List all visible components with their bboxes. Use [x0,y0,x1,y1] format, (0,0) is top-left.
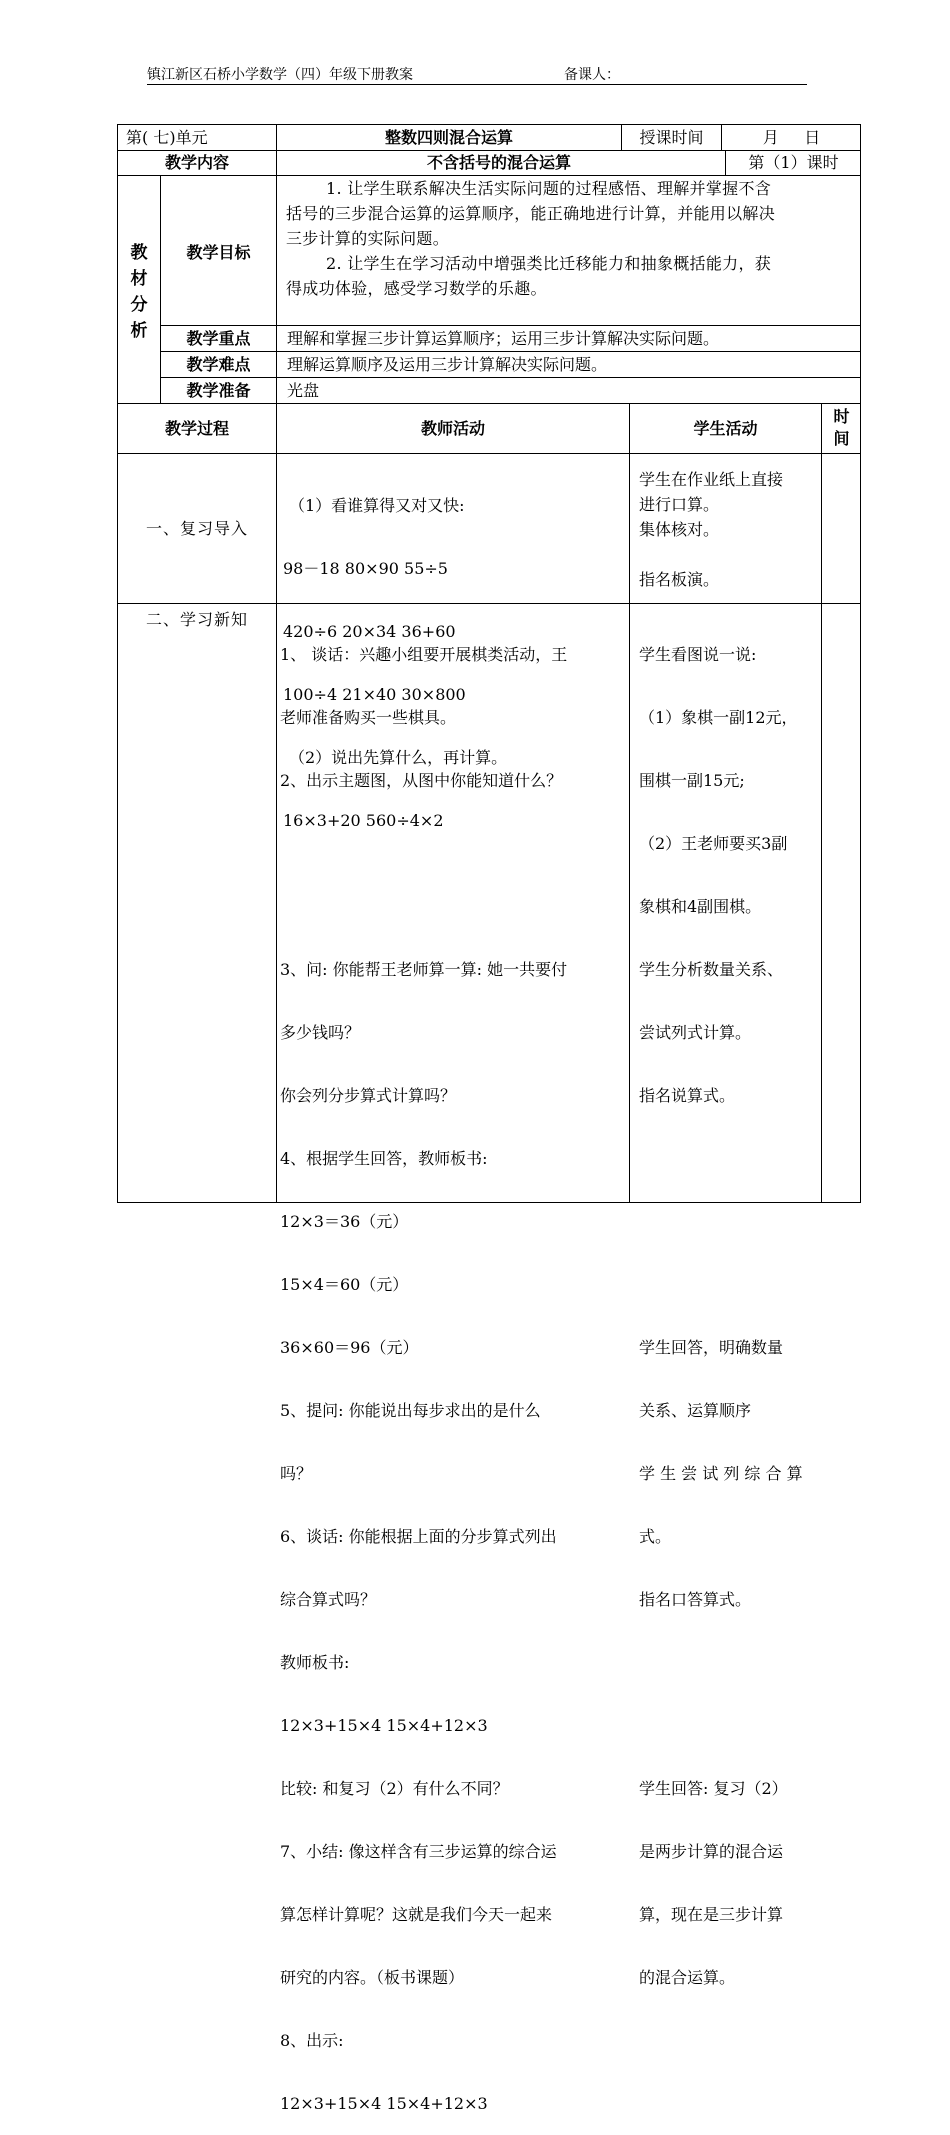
topic-title: 整数四则混合运算 [384,128,513,147]
page-header [147,62,807,85]
side-char: 分 [130,295,148,315]
teacher-line: 综合算式吗？ [280,1590,377,1609]
section1-label: 一、复习导入 [145,519,248,538]
student-line: 学生在作业纸上直接 [639,470,784,489]
school-title: 镇江新区石桥小学数学（四）年级下册教案 [147,67,413,83]
student-line: 关系、运算顺序 [639,1401,752,1420]
teacher-line: 98－18 80×90 55÷5 [283,559,448,578]
process-header: 教学过程 [164,419,229,438]
teacher-line: 比较: 和复习（2）有什么不同？ [280,1779,509,1798]
teacher-line: 研究的内容。（板书课题） [280,1968,465,1987]
preparer-label: 备课人： [564,67,620,83]
teacher-line: 420÷6 20×34 36+60 [283,622,456,641]
teacher-line: 8、出示: [280,2031,344,2050]
unit-cell [118,125,276,150]
student-line: 象棋和4副围棋。 [639,897,762,916]
goals-label: 教学目标 [186,243,251,262]
side-char: 材 [130,269,148,289]
time-char: 时 [833,407,850,426]
difficult-value: 理解运算顺序及运用三步计算解决实际问题。 [287,355,608,374]
student-line: 学 生 尝 试 列 综 合 算 [639,1464,803,1483]
teacher-line: 15×4＝60（元） [280,1275,409,1294]
student-line: 学生看图说一说: [639,645,757,664]
section2-teacher [280,604,628,2135]
key-value: 理解和掌握三步计算运算顺序；运用三步计算解决实际问题。 [287,329,720,348]
student-line: 集体核对。 [639,520,720,539]
teacher-line: 老师准备购买一些棋具。 [280,708,457,727]
teacher-line: 你会列分步算式计算吗？ [280,1086,457,1105]
section2-student [639,604,819,2009]
teacher-line: 教师板书: [280,1653,350,1672]
difficult-label: 教学难点 [186,355,251,374]
goal-line: 三步计算的实际问题。 [286,229,450,248]
content-value: 不含括号的混合运算 [426,153,571,172]
student-line: （2）王老师要买3副 [639,834,788,853]
divider [276,403,277,1203]
goal-line: 1. 让学生联系解决生活实际问题的过程感悟、理解并掌握不含 [326,179,772,198]
student-header: 学生活动 [693,419,758,438]
prep-value: 光盘 [287,381,320,400]
divider [629,403,630,1203]
date-value: 月 日 [762,128,821,147]
teacher-line: 7、小结: 像这样含有三步运算的综合运 [280,1842,557,1861]
student-line: 围棋一副15元; [639,771,745,790]
teacher-line: 吗？ [280,1464,313,1483]
teacher-line: 12×3+15×4 15×4+12×3 [280,1716,488,1735]
goal-line: 得成功体验，感受学习数学的乐趣。 [286,279,547,298]
teacher-line: 1、 谈话：兴趣小组要开展棋类活动，王 [280,645,568,664]
teacher-line: 16×3+20 560÷4×2 [283,811,444,830]
student-line: 进行口算。 [639,495,720,514]
student-line: 学生分析数量关系、 [639,960,784,979]
teacher-line: 12×3＝36（元） [280,1212,409,1231]
goal-line: 2. 让学生在学习活动中增强类比迁移能力和抽象概括能力，获 [326,254,772,273]
side-char: 析 [130,321,148,341]
divider [821,403,822,1203]
time-label: 授课时间 [639,128,704,147]
prep-label: 教学准备 [186,381,251,400]
student-line [639,542,819,567]
teacher-line: 2、出示主题图，从图中你能知道什么？ [280,771,563,790]
teacher-line: 36×60＝96（元） [280,1338,419,1357]
student-line: 指名口答算式。 [639,1590,752,1609]
student-line: 学生回答，明确数量 [639,1338,784,1357]
student-line: （1）象棋一副12元， [639,708,798,727]
student-line [639,1650,819,1675]
unit-label: 第( 七)单元 [126,128,208,147]
teacher-line [280,831,628,856]
content-label: 教学内容 [164,153,229,172]
student-line [639,1146,819,1171]
section1-student [639,467,819,592]
goals-text [286,176,856,301]
section2-label: 二、学习新知 [145,610,248,629]
lesson-count: 第（1）课时 [748,153,839,172]
student-line: 学生回答: 复习（2） [639,1779,788,1798]
teacher-line: 4、根据学生回答，教师板书: [280,1149,488,1168]
student-line: 算，现在是三步计算 [639,1905,784,1924]
student-line [639,1272,819,1297]
side-char: 教 [130,243,148,263]
student-line [639,1713,819,1738]
divider [117,453,861,454]
teacher-line [280,894,628,919]
time-char: 间 [833,429,850,448]
teacher-line: （1）看谁算得又对又快: [289,496,465,515]
teacher-line: （2）说出先算什么，再计算。 [289,748,508,767]
student-line: 式。 [639,1527,672,1546]
student-line: 指名板演。 [639,570,720,589]
student-line [639,1209,819,1234]
teacher-line: 算怎样计算呢？这就是我们今天一起来 [280,1905,553,1924]
teacher-line: 100÷4 21×40 30×800 [283,685,466,704]
time-header [822,406,861,450]
goal-line: 括号的三步混合运算的运算顺序，能正确地进行计算，并能用以解决 [286,204,776,223]
key-label: 教学重点 [186,329,251,348]
teacher-line: 6、谈话: 你能根据上面的分步算式列出 [280,1527,557,1546]
teacher-line: 12×3+15×4 15×4+12×3 [280,2094,488,2113]
student-line: 是两步计算的混合运 [639,1842,784,1861]
student-line: 指名说算式。 [639,1086,736,1105]
teacher-line: 5、提问: 你能说出每步求出的是什么 [280,1401,541,1420]
teacher-header: 教师活动 [420,419,485,438]
teacher-line: 多少钱吗？ [280,1023,361,1042]
teacher-line: 3、问: 你能帮王老师算一算: 她一共要付 [280,960,568,979]
student-line: 尝试列式计算。 [639,1023,752,1042]
student-line: 的混合运算。 [639,1968,736,1987]
analysis-side-label [118,240,160,344]
